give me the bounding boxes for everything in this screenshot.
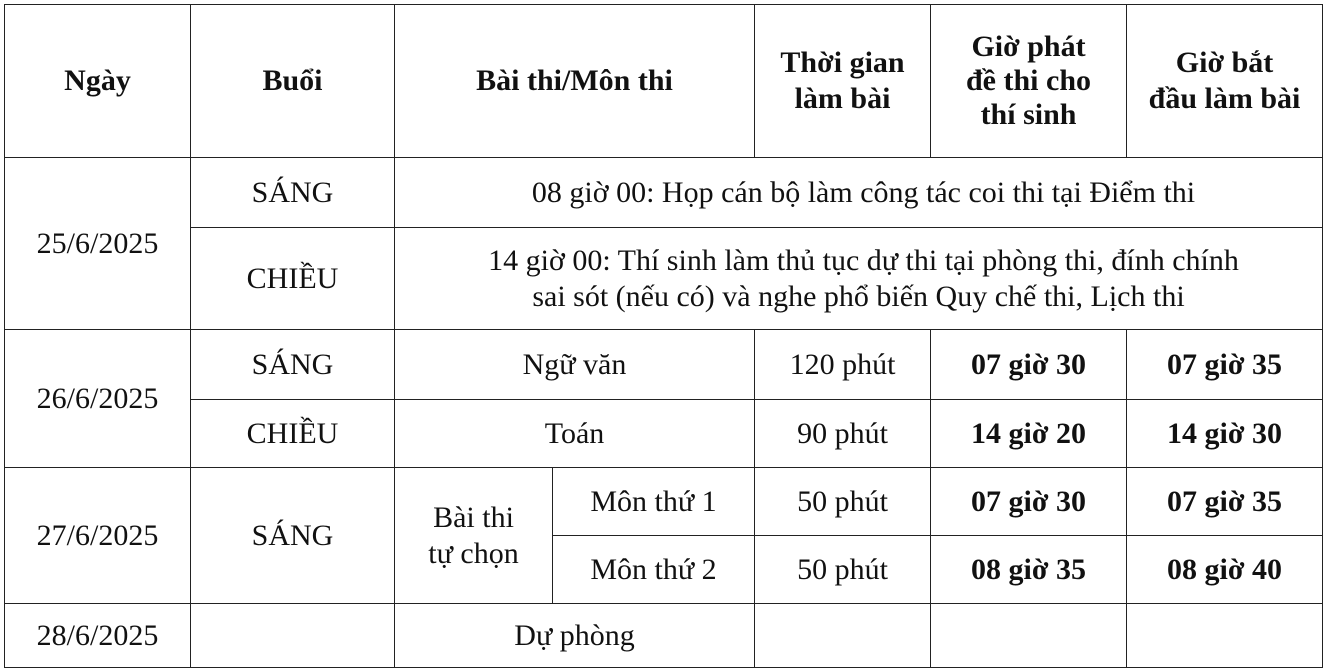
header-ngay: Ngày (5, 5, 191, 158)
subject-cell: Dự phòng (395, 604, 755, 668)
table-row (5, 400, 1323, 468)
release-time-cell: 07 giờ 30 (931, 468, 1127, 536)
start-time-cell: 07 giờ 35 (1127, 330, 1323, 400)
session-cell: SÁNG (191, 468, 395, 604)
date-cell: 27/6/2025 (5, 468, 191, 604)
table-row (5, 228, 1323, 330)
release-time-cell: 14 giờ 20 (931, 400, 1127, 468)
session-cell: SÁNG (191, 330, 395, 400)
duration-cell: 120 phút (755, 330, 931, 400)
release-time-cell: 07 giờ 30 (931, 330, 1127, 400)
duration-cell: 50 phút (755, 536, 931, 604)
header-gio-bat-dau-line: Giờ bắt (1175, 46, 1274, 79)
subject-cell: Môn thứ 1 (553, 468, 755, 536)
header-thoi-gian-line: Thời gian (780, 46, 905, 79)
start-time-cell (1127, 604, 1323, 668)
subject-cell: Môn thứ 2 (553, 536, 755, 604)
date-cell: 28/6/2025 (5, 604, 191, 668)
note-text-line: 14 giờ 00: Thí sinh làm thủ tục dự thi tại phòng thi, đính chính (488, 243, 1239, 277)
header-gio-phat-de-line: đề thi cho (966, 64, 1092, 97)
session-cell: CHIỀU (191, 228, 395, 330)
exam-schedule-table (4, 4, 1323, 668)
elective-group-line: tự chọn (428, 536, 519, 570)
date-cell: 26/6/2025 (5, 330, 191, 468)
table-row (5, 158, 1323, 228)
note-cell (395, 158, 1323, 228)
table-row (5, 604, 1323, 668)
duration-cell (755, 604, 931, 668)
note-text: 08 giờ 00: Họp cán bộ làm công tác coi thi tại Điểm thi (531, 175, 1196, 209)
table-row (5, 330, 1323, 400)
header-gio-phat-de (931, 5, 1127, 158)
note-cell (395, 228, 1323, 330)
session-cell: SÁNG (191, 158, 395, 228)
start-time-cell: 08 giờ 40 (1127, 536, 1323, 604)
header-thoi-gian (755, 5, 931, 158)
session-cell (191, 604, 395, 668)
duration-cell: 90 phút (755, 400, 931, 468)
header-bai-thi: Bài thi/Môn thi (395, 5, 755, 158)
elective-group-cell (395, 468, 553, 604)
release-time-cell (931, 604, 1127, 668)
release-time-cell: 08 giờ 35 (931, 536, 1127, 604)
start-time-cell: 07 giờ 35 (1127, 468, 1323, 536)
subject-cell: Ngữ văn (395, 330, 755, 400)
date-cell: 25/6/2025 (5, 158, 191, 330)
start-time-cell: 14 giờ 30 (1127, 400, 1323, 468)
header-gio-phat-de-line: Giờ phát (971, 30, 1086, 63)
table-row (5, 468, 1323, 536)
note-text-line: sai sót (nếu có) và nghe phổ biến Quy chế thi, Lịch thi (532, 279, 1185, 313)
table-header-row (5, 5, 1323, 158)
header-gio-phat-de-line: thí sinh (980, 98, 1077, 131)
session-cell: CHIỀU (191, 400, 395, 468)
elective-group-line: Bài thi (433, 500, 514, 534)
header-gio-bat-dau-line: đầu làm bài (1148, 82, 1301, 115)
header-buoi: Buổi (191, 5, 395, 158)
header-thoi-gian-line: làm bài (794, 82, 891, 115)
header-gio-bat-dau (1127, 5, 1323, 158)
subject-cell: Toán (395, 400, 755, 468)
duration-cell: 50 phút (755, 468, 931, 536)
